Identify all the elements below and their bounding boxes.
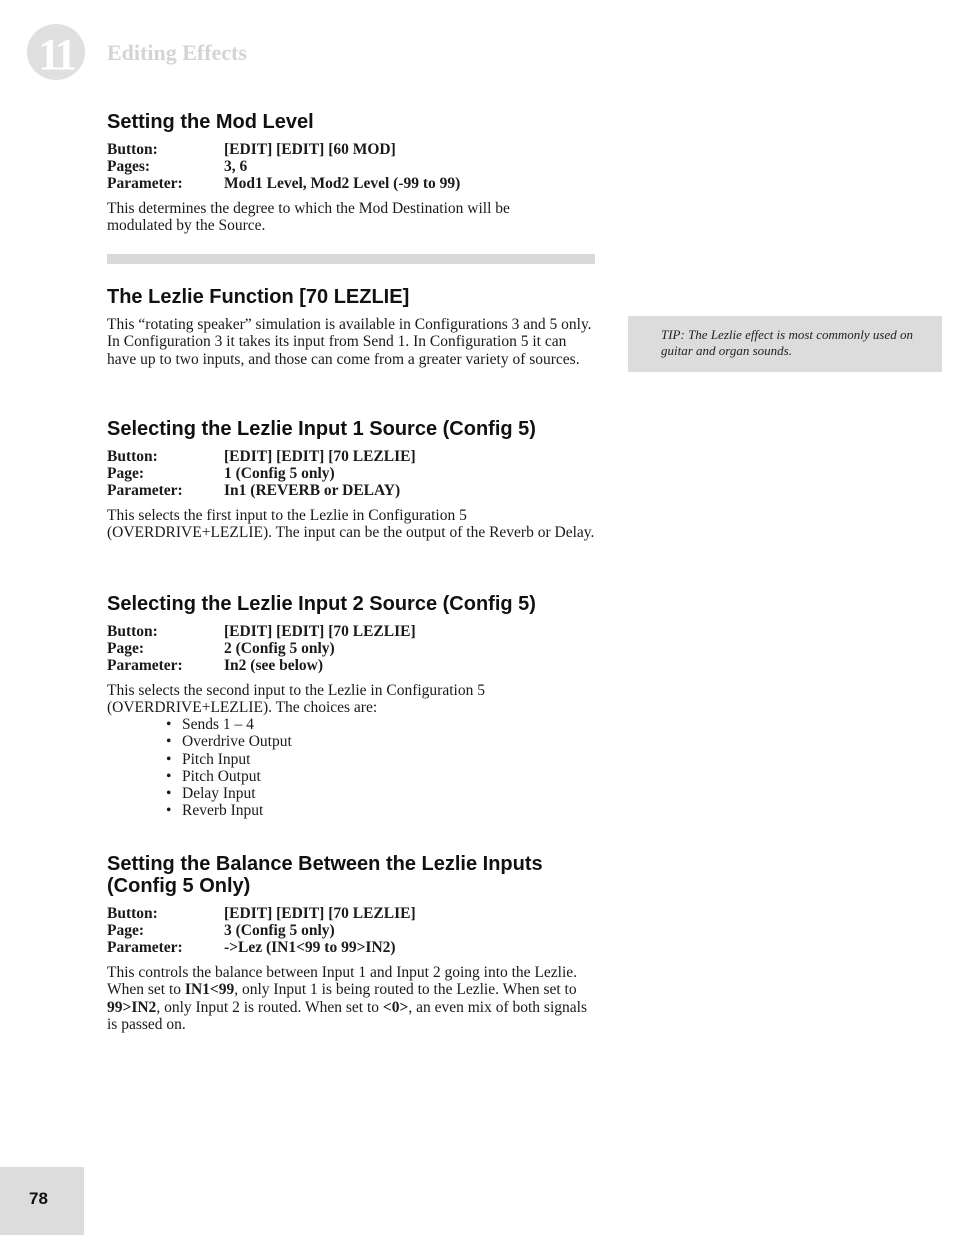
param-row bbox=[107, 939, 607, 956]
text-run: , only Input 1 is being routed to the Lezlie. When set to bbox=[234, 981, 577, 999]
param-block-mod-level bbox=[107, 141, 607, 192]
param-block-balance bbox=[107, 905, 607, 956]
param-label: Parameter: bbox=[107, 657, 183, 674]
param-label: Page: bbox=[107, 922, 145, 939]
param-value: [EDIT] [EDIT] [70 LEZLIE] bbox=[224, 448, 416, 465]
param-label: Parameter: bbox=[107, 482, 183, 499]
chapter-title: Editing Effects bbox=[107, 40, 247, 65]
section-divider bbox=[107, 254, 595, 264]
text-run: This controls the balance between Input 1 and Input 2 going into the Lezlie. When set to bbox=[107, 964, 578, 999]
param-value: [EDIT] [EDIT] [60 MOD] bbox=[224, 141, 396, 158]
param-label: Button: bbox=[107, 623, 158, 640]
param-row bbox=[107, 640, 607, 657]
param-label: Page: bbox=[107, 640, 145, 657]
param-label: Parameter: bbox=[107, 939, 183, 956]
chapter-number: 11 bbox=[38, 30, 74, 79]
param-row bbox=[107, 175, 607, 192]
param-row bbox=[107, 482, 607, 499]
body-paragraph-balance bbox=[107, 964, 597, 1033]
tip-box bbox=[628, 316, 942, 372]
param-label: Button: bbox=[107, 448, 158, 465]
param-row bbox=[107, 623, 607, 640]
bold-value: <0> bbox=[382, 998, 409, 1016]
param-value: 1 (Config 5 only) bbox=[224, 465, 335, 482]
page-number: 78 bbox=[29, 1189, 48, 1208]
param-label: Button: bbox=[107, 905, 158, 922]
bold-value: IN1<99 bbox=[184, 981, 235, 999]
param-row bbox=[107, 448, 607, 465]
section-heading-mod-level: Setting the Mod Level bbox=[107, 111, 314, 133]
bold-value: 99>IN2 bbox=[107, 998, 157, 1016]
list-item: • Delay Input bbox=[166, 785, 292, 802]
body-paragraph-input1: This selects the first input to the Lezlie in Configuration 5 (OVERDRIVE+LEZLIE). The input can be the output of the Reverb or Delay. bbox=[107, 507, 595, 542]
param-value: ->Lez (IN1<99 to 99>IN2) bbox=[224, 939, 396, 956]
param-row bbox=[107, 158, 607, 175]
param-block-input1 bbox=[107, 448, 607, 499]
list-item: • Pitch Output bbox=[166, 768, 292, 785]
section-heading-balance bbox=[107, 853, 543, 897]
body-paragraph-input2: This selects the second input to the Lezlie in Configuration 5 (OVERDRIVE+LEZLIE). The choices are: bbox=[107, 682, 485, 717]
list-item: • Reverb Input bbox=[166, 802, 292, 819]
section-heading-input1: Selecting the Lezlie Input 1 Source (Config 5) bbox=[107, 418, 536, 440]
list-item: • Sends 1 – 4 bbox=[166, 716, 292, 733]
param-row bbox=[107, 465, 607, 482]
param-row bbox=[107, 922, 607, 939]
param-label: Parameter: bbox=[107, 175, 183, 192]
param-row bbox=[107, 141, 607, 158]
param-value: 2 (Config 5 only) bbox=[224, 640, 335, 657]
heading-line: (Config 5 Only) bbox=[107, 875, 251, 897]
text-run: , only Input 2 is routed. When set to bbox=[156, 998, 383, 1016]
body-paragraph-mod-level: This determines the degree to which the Mod Destination will be modulated by the Source. bbox=[107, 200, 510, 235]
section-heading-input2: Selecting the Lezlie Input 2 Source (Config 5) bbox=[107, 593, 536, 615]
param-value: 3, 6 bbox=[224, 158, 248, 175]
param-value: In2 (see below) bbox=[224, 657, 324, 674]
page-number-box bbox=[0, 1167, 84, 1235]
body-paragraph-lezlie-function: This “rotating speaker” simulation is available in Configurations 3 and 5 only. In Configuration 3 it takes its input from Send 1. In Configuration 5 it can have up to two inputs, and those can come from a greater variety of sources. bbox=[107, 316, 592, 368]
param-value: In1 (REVERB or DELAY) bbox=[224, 482, 401, 499]
param-row bbox=[107, 905, 607, 922]
section-heading-lezlie-function: The Lezlie Function [70 LEZLIE] bbox=[107, 286, 410, 308]
tip-text: TIP: The Lezlie effect is most commonly used on guitar and organ sounds. bbox=[661, 327, 914, 358]
input2-choices-list bbox=[166, 716, 292, 820]
heading-line: Setting the Balance Between the Lezlie Inputs bbox=[107, 853, 543, 875]
param-label: Button: bbox=[107, 141, 158, 158]
list-item: • Pitch Input bbox=[166, 751, 292, 768]
param-label: Page: bbox=[107, 465, 145, 482]
chapter-badge bbox=[27, 24, 85, 80]
param-label: Pages: bbox=[107, 158, 151, 175]
param-value: [EDIT] [EDIT] [70 LEZLIE] bbox=[224, 905, 416, 922]
param-row bbox=[107, 657, 607, 674]
param-block-input2 bbox=[107, 623, 607, 674]
param-value: 3 (Config 5 only) bbox=[224, 922, 335, 939]
param-value: [EDIT] [EDIT] [70 LEZLIE] bbox=[224, 623, 416, 640]
list-item: • Overdrive Output bbox=[166, 733, 292, 750]
text-run: , an even mix of both signals is passed on. bbox=[107, 998, 587, 1033]
param-value: Mod1 Level, Mod2 Level (-99 to 99) bbox=[224, 175, 461, 192]
